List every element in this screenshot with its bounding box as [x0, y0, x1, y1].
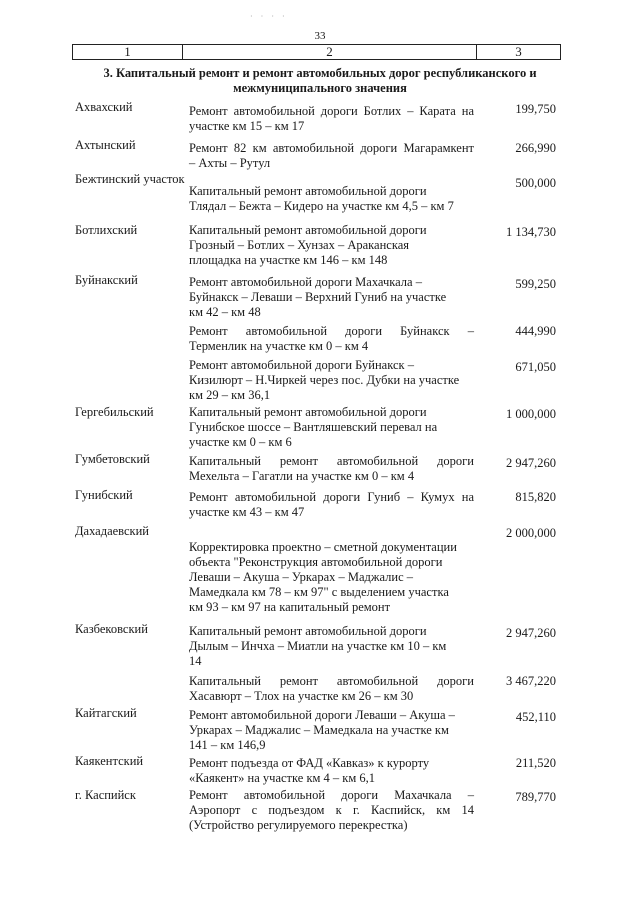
header-col-1: 1	[73, 45, 183, 59]
page-number: 33	[314, 30, 326, 42]
district-name: Ботлихский	[75, 223, 138, 237]
amount: 2 947,260	[506, 456, 556, 470]
district-name: Каякентский	[75, 754, 144, 768]
amount: 599,250	[515, 277, 556, 291]
amount: 1 134,730	[506, 225, 556, 239]
header-col-3: 3	[515, 44, 522, 59]
table-header	[72, 44, 561, 60]
amount: 199,750	[515, 102, 556, 116]
scan-artifact: · · · ·	[250, 12, 288, 21]
work-description: Капитальный ремонт автомобильной дороги Тлядал – Бежта – Кидеро на участке км 4,5 – км 7	[189, 184, 454, 213]
district-name: Буйнакский	[75, 273, 138, 287]
header-col-2: 2	[183, 45, 477, 59]
district-name: Бежтинский участок	[75, 172, 185, 186]
district-name: Ахвахский	[75, 100, 133, 114]
section-title: 3. Капитальный ремонт и ремонт автомобильных дорог республиканского и межмуниципального значения	[103, 66, 537, 95]
work-description: Ремонт подъезда от ФАД «Кавказ» к курорту «Каякент» на участке км 4 – км 6,1	[189, 756, 430, 785]
work-description: Ремонт автомобильной дороги Буйнакск – Терменлик на участке км 0 – км 4	[189, 324, 474, 353]
district-name: Дахадаевский	[75, 524, 149, 538]
work-description: Ремонт автомобильной дороги Леваши – Акуша – Уркарах – Маджалис – Мамедкала на участке км 141 – км 146,9	[189, 708, 455, 752]
amount: 266,990	[515, 141, 556, 155]
work-description: Капитальный ремонт автомобильной дороги Грозный – Ботлих – Хунзах – Араканская площадка на участке км 146 – км 148	[189, 223, 427, 267]
work-description: Ремонт автомобильной дороги Махачкала – Буйнакск – Леваши – Верхний Гуниб на участке км 42 – км 48	[189, 275, 447, 319]
work-description: Ремонт автомобильной дороги Буйнакск – Кизилюрт – Н.Чиркей через пос. Дубки на участке км 29 – км 36,1	[189, 358, 460, 402]
work-description: Капитальный ремонт автомобильной дороги Дылым – Инчха – Миатли на участке км 10 – км 14	[189, 624, 447, 668]
work-description: Ремонт 82 км автомобильной дороги Магарамкент – Ахты – Рутул	[189, 141, 474, 170]
amount: 444,990	[515, 324, 556, 338]
amount: 3 467,220	[506, 674, 556, 688]
amount: 789,770	[515, 790, 556, 804]
work-description: Капитальный ремонт автомобильной дороги Мехельта – Гагатли на участке км 0 – км 4	[189, 454, 474, 483]
amount: 815,820	[515, 490, 556, 504]
district-name: Ахтынский	[75, 138, 136, 152]
work-description: Ремонт автомобильной дороги Ботлих – Карата на участке км 15 – км 17	[189, 104, 474, 133]
district-name: Гунибский	[75, 488, 133, 502]
amount: 2 000,000	[506, 526, 556, 540]
district-name: Казбековский	[75, 622, 148, 636]
district-name: г. Каспийск	[75, 788, 136, 802]
work-description: Ремонт автомобильной дороги Гуниб – Кумух на участке км 43 – км 47	[189, 490, 474, 519]
work-description: Корректировка проектно – сметной документации объекта "Реконструкция автомобильной дороги Леваши – Акуша – Уркарах – Маджалис – Мамедкала км 78 – км 97" с выделением участка км 93 – км 97 на капитальный ремонт	[189, 540, 457, 614]
district-name: Гумбетовский	[75, 452, 150, 466]
district-name: Гергебильский	[75, 405, 154, 419]
work-description: Ремонт автомобильной дороги Махачкала – Аэропорт с подъездом к г. Каспийск, км 14 (Устройство регулируемого перекрестка)	[189, 788, 474, 832]
amount: 671,050	[515, 360, 556, 374]
amount: 500,000	[515, 176, 556, 190]
amount: 1 000,000	[506, 407, 556, 421]
amount: 2 947,260	[506, 626, 556, 640]
amount: 211,520	[515, 756, 556, 770]
work-description: Капитальный ремонт автомобильной дороги Хасавюрт – Тлох на участке км 26 – км 30	[189, 674, 474, 703]
district-name: Кайтагский	[75, 706, 137, 720]
work-description: Капитальный ремонт автомобильной дороги Гунибское шоссе – Вантляшевский перевал на участке км 0 – км 6	[189, 405, 438, 449]
amount: 452,110	[515, 710, 556, 724]
